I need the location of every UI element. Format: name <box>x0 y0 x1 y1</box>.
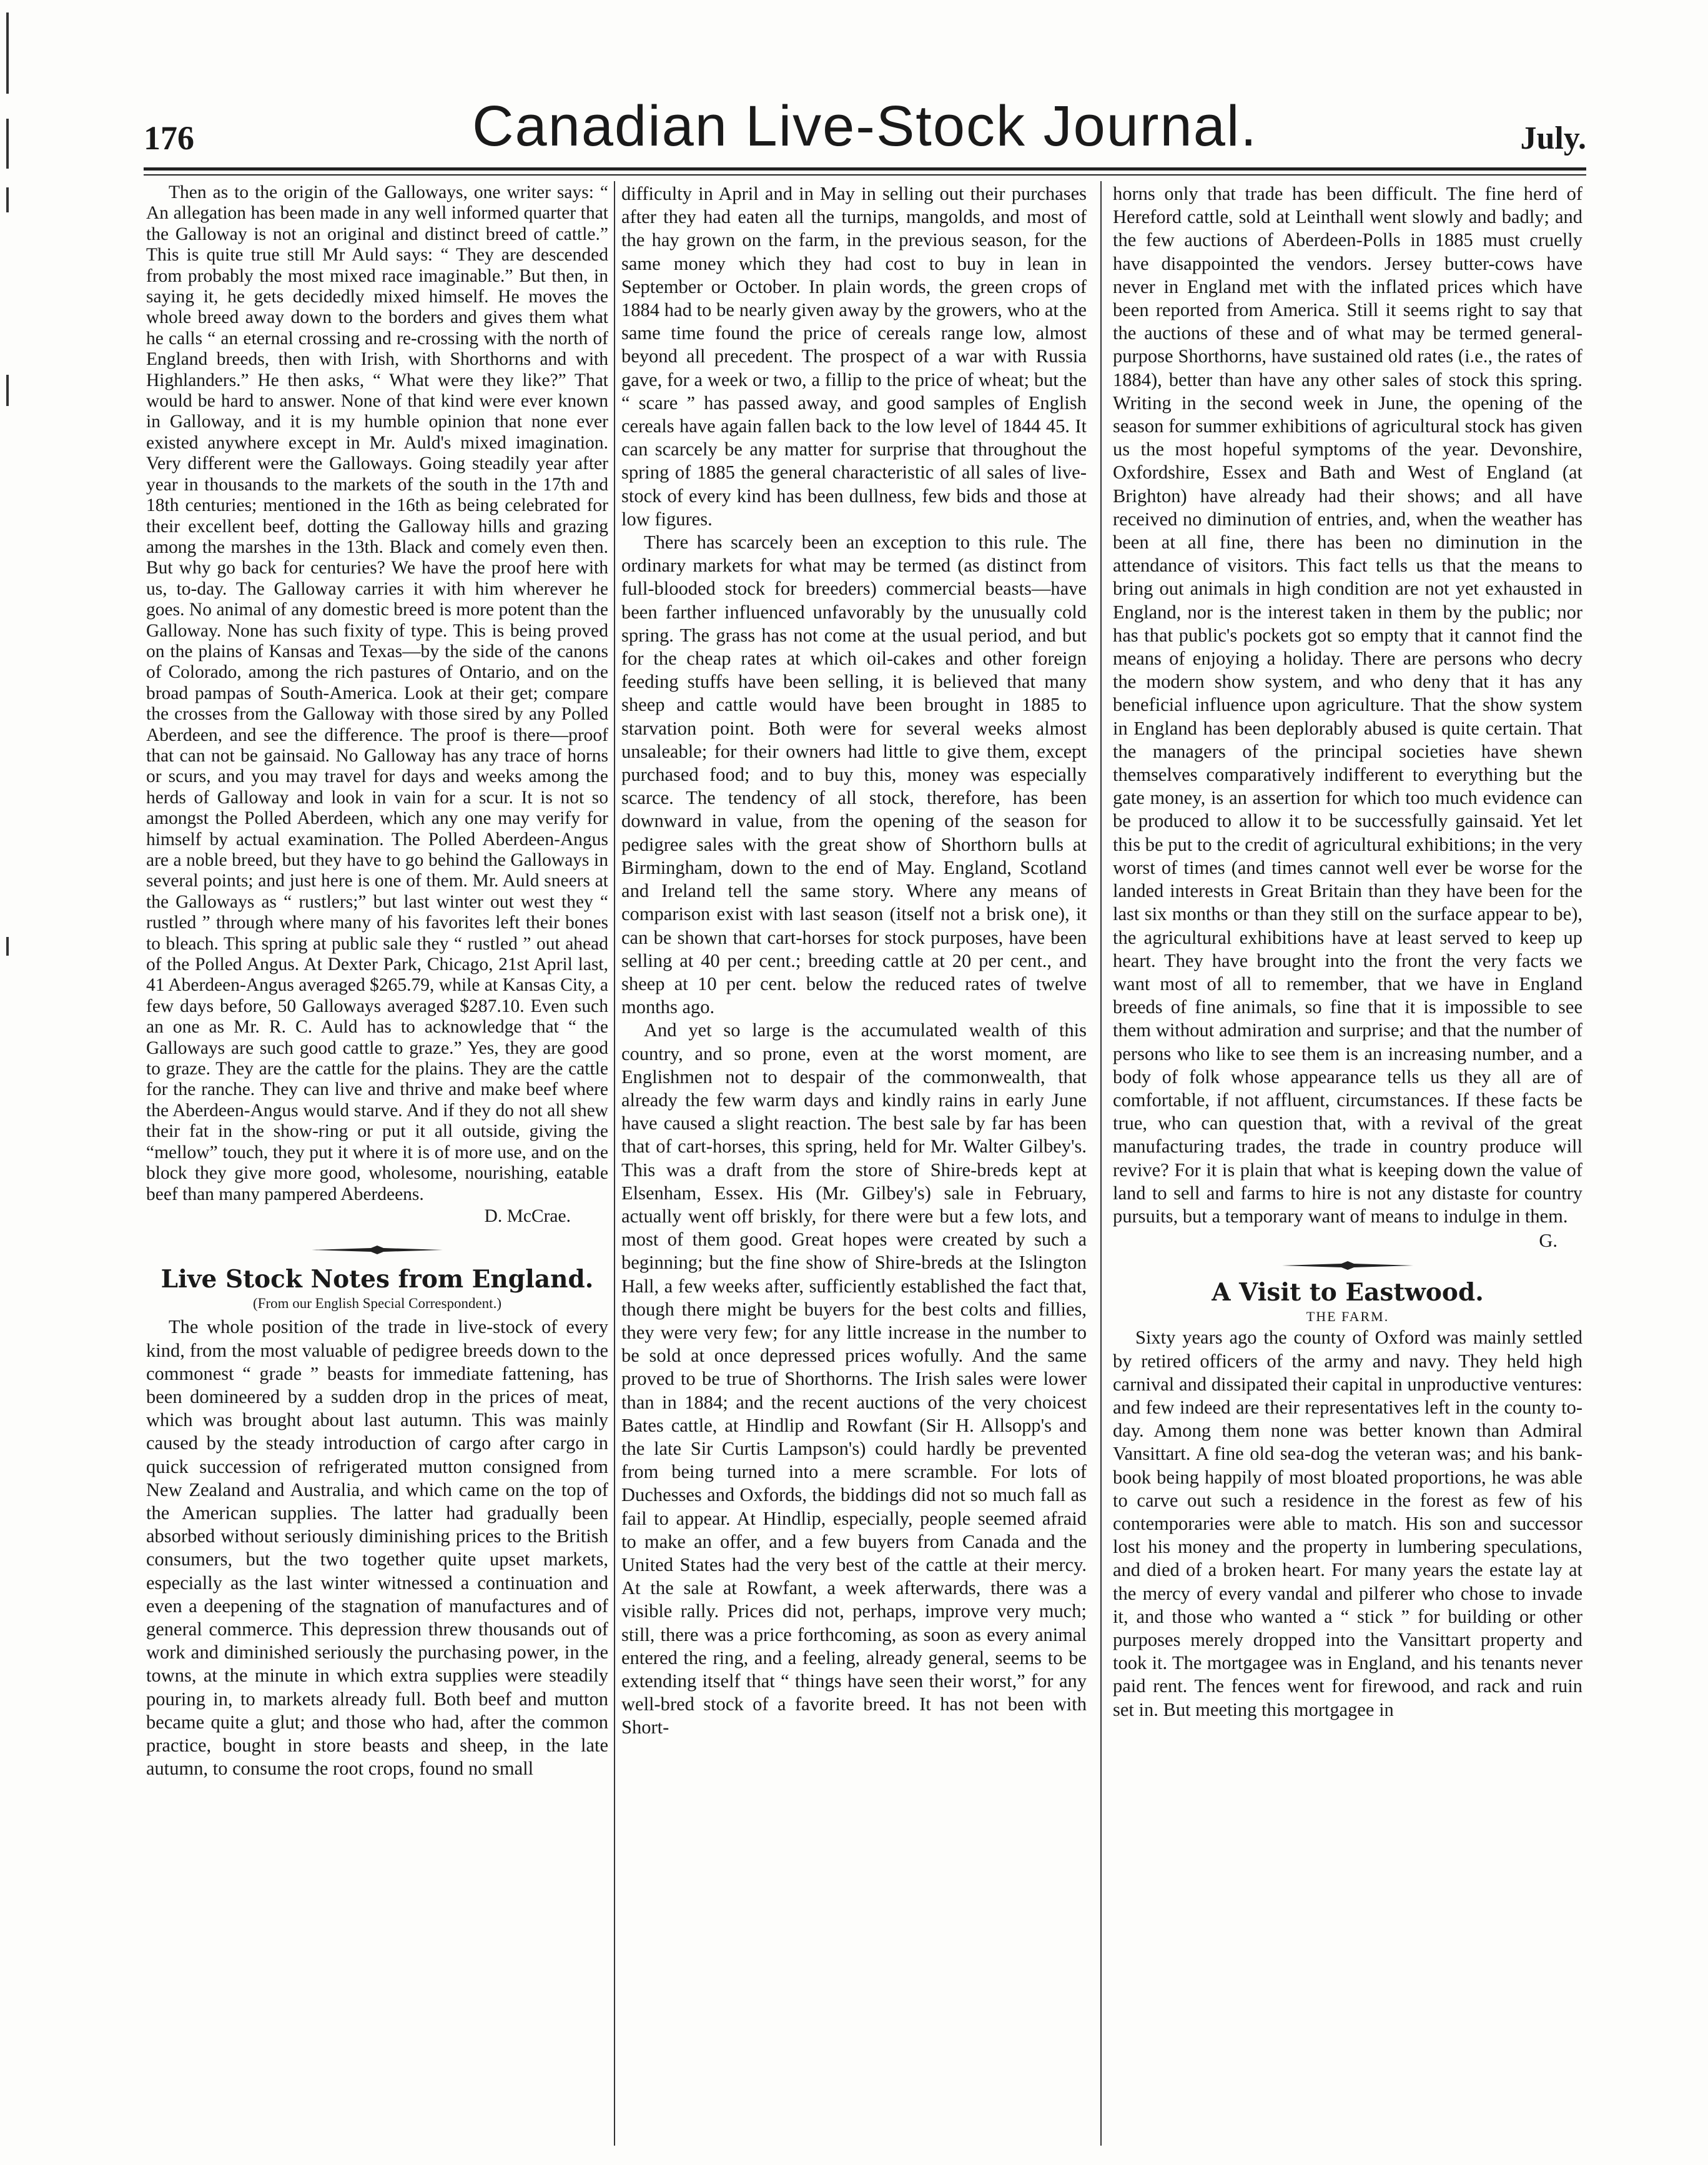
article-paragraph: Sixty years ago the county of Oxford was mainly settled by retired officers of the army and navy. They held high carnival and dissipated their capital in unproductive ventures: and few indeed are their representatives left in the county to-day. Among them none was better known than Admiral Vansittart. A fine old sea-dog the veteran was; and his bank-book being happily of most bloated proportions, he was able to carve out such a residence in the forest as few of his contemporaries were able to match. His son and successor lost his money and the property in lumbering speculations, and died of a broken heart. For many years the estate lay at the mercy of every vandal and pilferer who chose to invade it, and those who wanted a “ stick ” for building or other purposes merely dropped into the Vansittart property and took it. The mortgagee was in England, and his tenants never paid rent. The fences went for firewood, and rack and ruin set in. But meeting this mortgagee in <box>1113 1327 1582 1720</box>
article-paragraph: There has scarcely been an exception to this rule. The ordinary markets for what may be termed (as distinct from full-blooded stock for breeders) commercial beasts—have been farther influenced unfavorably by the unusually cold spring. The grass has not come at the usual period, and but for the cheap rates at which oil-cakes and other foreign feeding stuffs have been selling, it is believed that many sheep and cattle would have been brought in 1885 to starvation point. Both were for several weeks almost unsaleable; for their owners had little to give them, except purchased food; and to buy this, money was especially scarce. The tendency of all stock, therefore, has been downward in value, from the opening of the season for pedigree sales with the great show of Shorthorn bulls at Birmingham, down to the end of May. England, Scotland and Ireland tell the same story. Where any means of comparison exist with last season (itself not a brisk one), it can be shown that cart-horses for stock purposes, have been selling at 40 per cent.; breeding cattle at 20 per cent., and sheep at 10 per cent. below the reduced rates of twelve months ago. <box>621 532 1087 1018</box>
column-2 <box>621 182 1087 2144</box>
section-divider-ornament <box>146 1238 608 1262</box>
section-divider-ornament <box>1113 1254 1582 1277</box>
scan-edge-mark <box>6 187 9 212</box>
article-paragraph: And yet so large is the accumulated wealth of this country, and so prone, even at the worst moment, are Englishmen not to despair of the commonwealth, that already the few warm days and kindly rains in early June have caused a slight reaction. The best sale by far has been that of cart-horses, this spring, held for Mr. Walter Gilbey's. This was a draft from the store of Shire-breds kept at Elsenham, Essex. His (Mr. Gilbey's) sale in February, actually went off briskly, for there were but a few lots, and most of them good. Great hopes were created by such a beginning; but the fine show of Shire-breds at the Islington Hall, a few weeks after, sufficiently established the fact that, though there might be buyers for the best colts and fillies, they were very few; for any little increase in the number to be sold at once depressed prices wofully. And the same proved to be true of Shorthorns. The Irish sales were lower than in 1884; and the recent auctions of the very choicest Bates cattle, at Hindlip and Rowfant (Sir H. Allsopp's and the late Sir Curtis Lampson's) could hardly be prevented from being turned into a mere scramble. For lots of Duchesses and Oxfords, the biddings did not so much fall as fail to appear. At Hindlip, especially, people seemed afraid to make an offer, and a few buyers from Canada and the United States had the very best of the cattle at their mercy. At the sale at Rowfant, a week afterwards, there was a visible rally. Prices did not, perhaps, improve very much; still, there was a price forthcoming, as soon as every animal entered the ring, and a feeling, already general, seems to be extending itself that “ things have seen their worst,” for any well-bred stock of a favorite breed. It has not been with Short- <box>621 1019 1087 1738</box>
journal-title: Canadian Live-Stock Journal. <box>472 94 1258 158</box>
article-paragraph: horns only that trade has been difficult. The fine herd of Hereford cattle, sold at Leinthall went slowly and badly; and the few auctions of Aberdeen-Polls in 1885 must cruelly have disappointed the vendors. Jersey butter-cows have never in England met with the inflated prices which have been reported from America. Still it seems right to say that the auctions of these and of what may be termed general-purpose Shorthorns, have sustained old rates (i.e., the rates of 1884), better than have any other sales of stock this spring. Writing in the second week in June, the opening of the season for summer exhibitions of agricultural stock has given us the most hopeful symptoms of the year. Devonshire, Oxfordshire, Essex and Bath and West of England (at Brighton) have already had their shows; and all have received no diminution of entries, and, when the weather has been at all fine, there has been no diminution in the attendance of visitors. This fact tells us that the means to bring out animals in high condition are not yet exhausted in England, nor is the interest taken in them by the public; nor has that public's pockets got so empty that it cannot find the means of enjoying a holiday. There are persons who decry the modern show system, and who deny that it has any beneficial influence upon agriculture. That the show system in England has been deplorably abused is quite certain. That the managers of the principal societies have shewn themselves comparatively indifferent to everything but the gate money, is an assertion for which too much evidence can be produced to allow it to be successfully gainsaid. Yet let this be put to the credit of agricultural exhibitions; in the very worst of times (and times cannot well ever be worse for the landed interests in Great Britain than they have been for the last six months or than they still on the surface appear to be), the agricultural exhibitions have at least served to keep up heart. They have brought into the front the very facts we want most of all to remember, that we have in England breeds of fine animals, so fine that it is impossible to see them without admiration and surprise; and that the number of persons who like to see them is an increasing number, and a body of folk whose appearance tells us they all are of comfortable, if not affluent, circumstances. If these facts be true, who can question that, with a revival of the great manufacturing trades, the trade in country produce will revive? For it is plain that what is keeping down the value of land to sell and farms to hire is not any distaste for country pursuits, but a temporary want of means to indulge in them. <box>1113 183 1582 1227</box>
article-signature: G. <box>1539 1230 1557 1252</box>
scan-edge-mark <box>6 12 9 94</box>
column-divider <box>614 181 615 2146</box>
article-paragraph: Then as to the origin of the Galloways, one writer says: “ An allegation has been made in any well informed quarter that the Galloway is not an original and distinct breed of cattle.” This is quite true still Mr Auld says: “ They are descended from probably the most mixed race imaginable.” But then, in saying it, he gets decidedly mixed himself. He moves the whole breed away down to the borders and gives them what he calls “ an eternal crossing and re-crossing with the north of England breeds, then with Irish, with Shorthorns and with Highlanders.” He then asks, “ What were they like?” That would be hard to answer. None of that kind were ever known in Galloway, and it is my humble opinion that none ever existed anywhere except in Mr. Auld's mixed imagination. Very different were the Galloways. Going steadily year after year in thousands to the markets of the south in the 17th and 18th centuries; mentioned in the 16th as being celebrated for their excellent beef, dotting the Galloway hills and grazing among the marshes in the 13th. Black and comely even then. But why go back for centuries? We have the proof here with us, to-day. The Galloway carries it with him wherever he goes. No animal of any domestic breed is more potent than the Galloway. None has such fixity of type. This is being proved on the plains of Kansas and Texas—by the side of the canons of Colorado, among the rich pastures of Ontario, and on the broad pampas of South-America. Look at their get; compare the crosses from the Galloway with those sired by any Polled Aberdeen, and see the difference. The proof is there—proof that can not be gainsaid. No Galloway has any trace of horns or scurs, and you may travel for days and weeks among the herds of Galloway and look in vain for a scur. It is not so amongst the Polled Aberdeen, which any one may verify for himself by actual examination. The Polled Aberdeen-Angus are a noble breed, but they have to go behind the Galloways in several points; and just here is one of them. Mr. Auld sneers at the Galloways as “ rustlers;” but last winter out west they “ rustled ” through where many of his favorites left their bones to bleach. This spring at public sale they “ rustled ” out ahead of the Polled Angus. At Dexter Park, Chicago, 21st April last, 41 Aberdeen-Angus averaged $265.79, while at Kansas City, a few days before, 50 Galloways averaged $287.10. Even such an one as Mr. R. C. Auld has to acknowledge that “ the Galloways are such good cattle to graze.” Yes, they are good to graze. They are the cattle for the plains. They are the cattle for the ranche. They can live and thrive and make beef where the Aberdeen-Angus would starve. And if they do not all shew their fat in the show-ring or put it all outside, giving the “mellow” touch, they put it where it is of more use, and on the block they give more good, wholesome, nourishing, eatable beef than many pampered Aberdeens. <box>146 182 608 1204</box>
article-paragraph: difficulty in April and in May in selling out their purchases after they had eaten all the turnips, mangolds, and most of the hay grown on the farm, in the previous season, for the same money which they had cost to buy in lean in September or October. In plain words, the green crops of 1884 had to be nearly given away by the growers, who at the same time found the price of cereals range low, almost beyond all precedent. The prospect of a war with Russia gave, for a week or two, a fillip to the price of wheat; but the “ scare ” has passed away, and good samples of English cereals have again fallen back to the low level of 1844 45. It can scarcely be any matter for surprise that throughout the spring of 1885 the general characteristic of all sales of live-stock of every kind has been dullness, few bids and those at low figures. <box>621 183 1087 530</box>
header-rule <box>144 174 1586 176</box>
page-number: 176 <box>144 119 194 157</box>
scan-edge-mark <box>6 119 9 169</box>
article-signature: D. McCrae. <box>484 1206 571 1226</box>
scan-edge-mark <box>6 937 9 956</box>
article-heading: A Visit to Eastwood. <box>1212 1278 1484 1307</box>
article-subheading: THE FARM. <box>1306 1309 1390 1325</box>
page-header <box>144 94 1586 175</box>
article-heading: Live Stock Notes from England. <box>160 1265 594 1294</box>
scan-edge-mark <box>6 375 9 406</box>
article-paragraph: The whole position of the trade in live-stock of every kind, from the most valuable of pedigree breeds down to the commonest “ grade ” beasts for immediate fattening, has been domineered by a sudden drop in the prices of meat, which was brought about last autumn. This was mainly caused by the steady introduction of cargo after cargo in quick succession of refrigerated mutton consigned from New Zealand and Australia, and which came on the top of the American supplies. The latter had gradually been absorbed without seriously diminishing prices to the British consumers, but the two together quite upset markets, especially as the last winter witnessed a continuation and even a deepening of the stagnation of manufactures and of general commerce. This depression threw thousands out of work and diminished seriously the purchasing power, in the towns, at the minute in which extra supplies were steadily pouring in, to markets already full. Both beef and mutton became quite a glut; and those who had, after the common practice, bought in store beasts and sheep, in the late autumn, to consume the root crops, found no small <box>146 1316 608 1780</box>
article-subheading: (From our English Special Correspondent.) <box>253 1296 501 1312</box>
header-rule <box>144 167 1586 171</box>
column-1 <box>146 182 608 2144</box>
column-divider <box>1100 181 1102 2146</box>
issue-month: July. <box>1520 121 1586 156</box>
column-3 <box>1113 182 1582 2144</box>
